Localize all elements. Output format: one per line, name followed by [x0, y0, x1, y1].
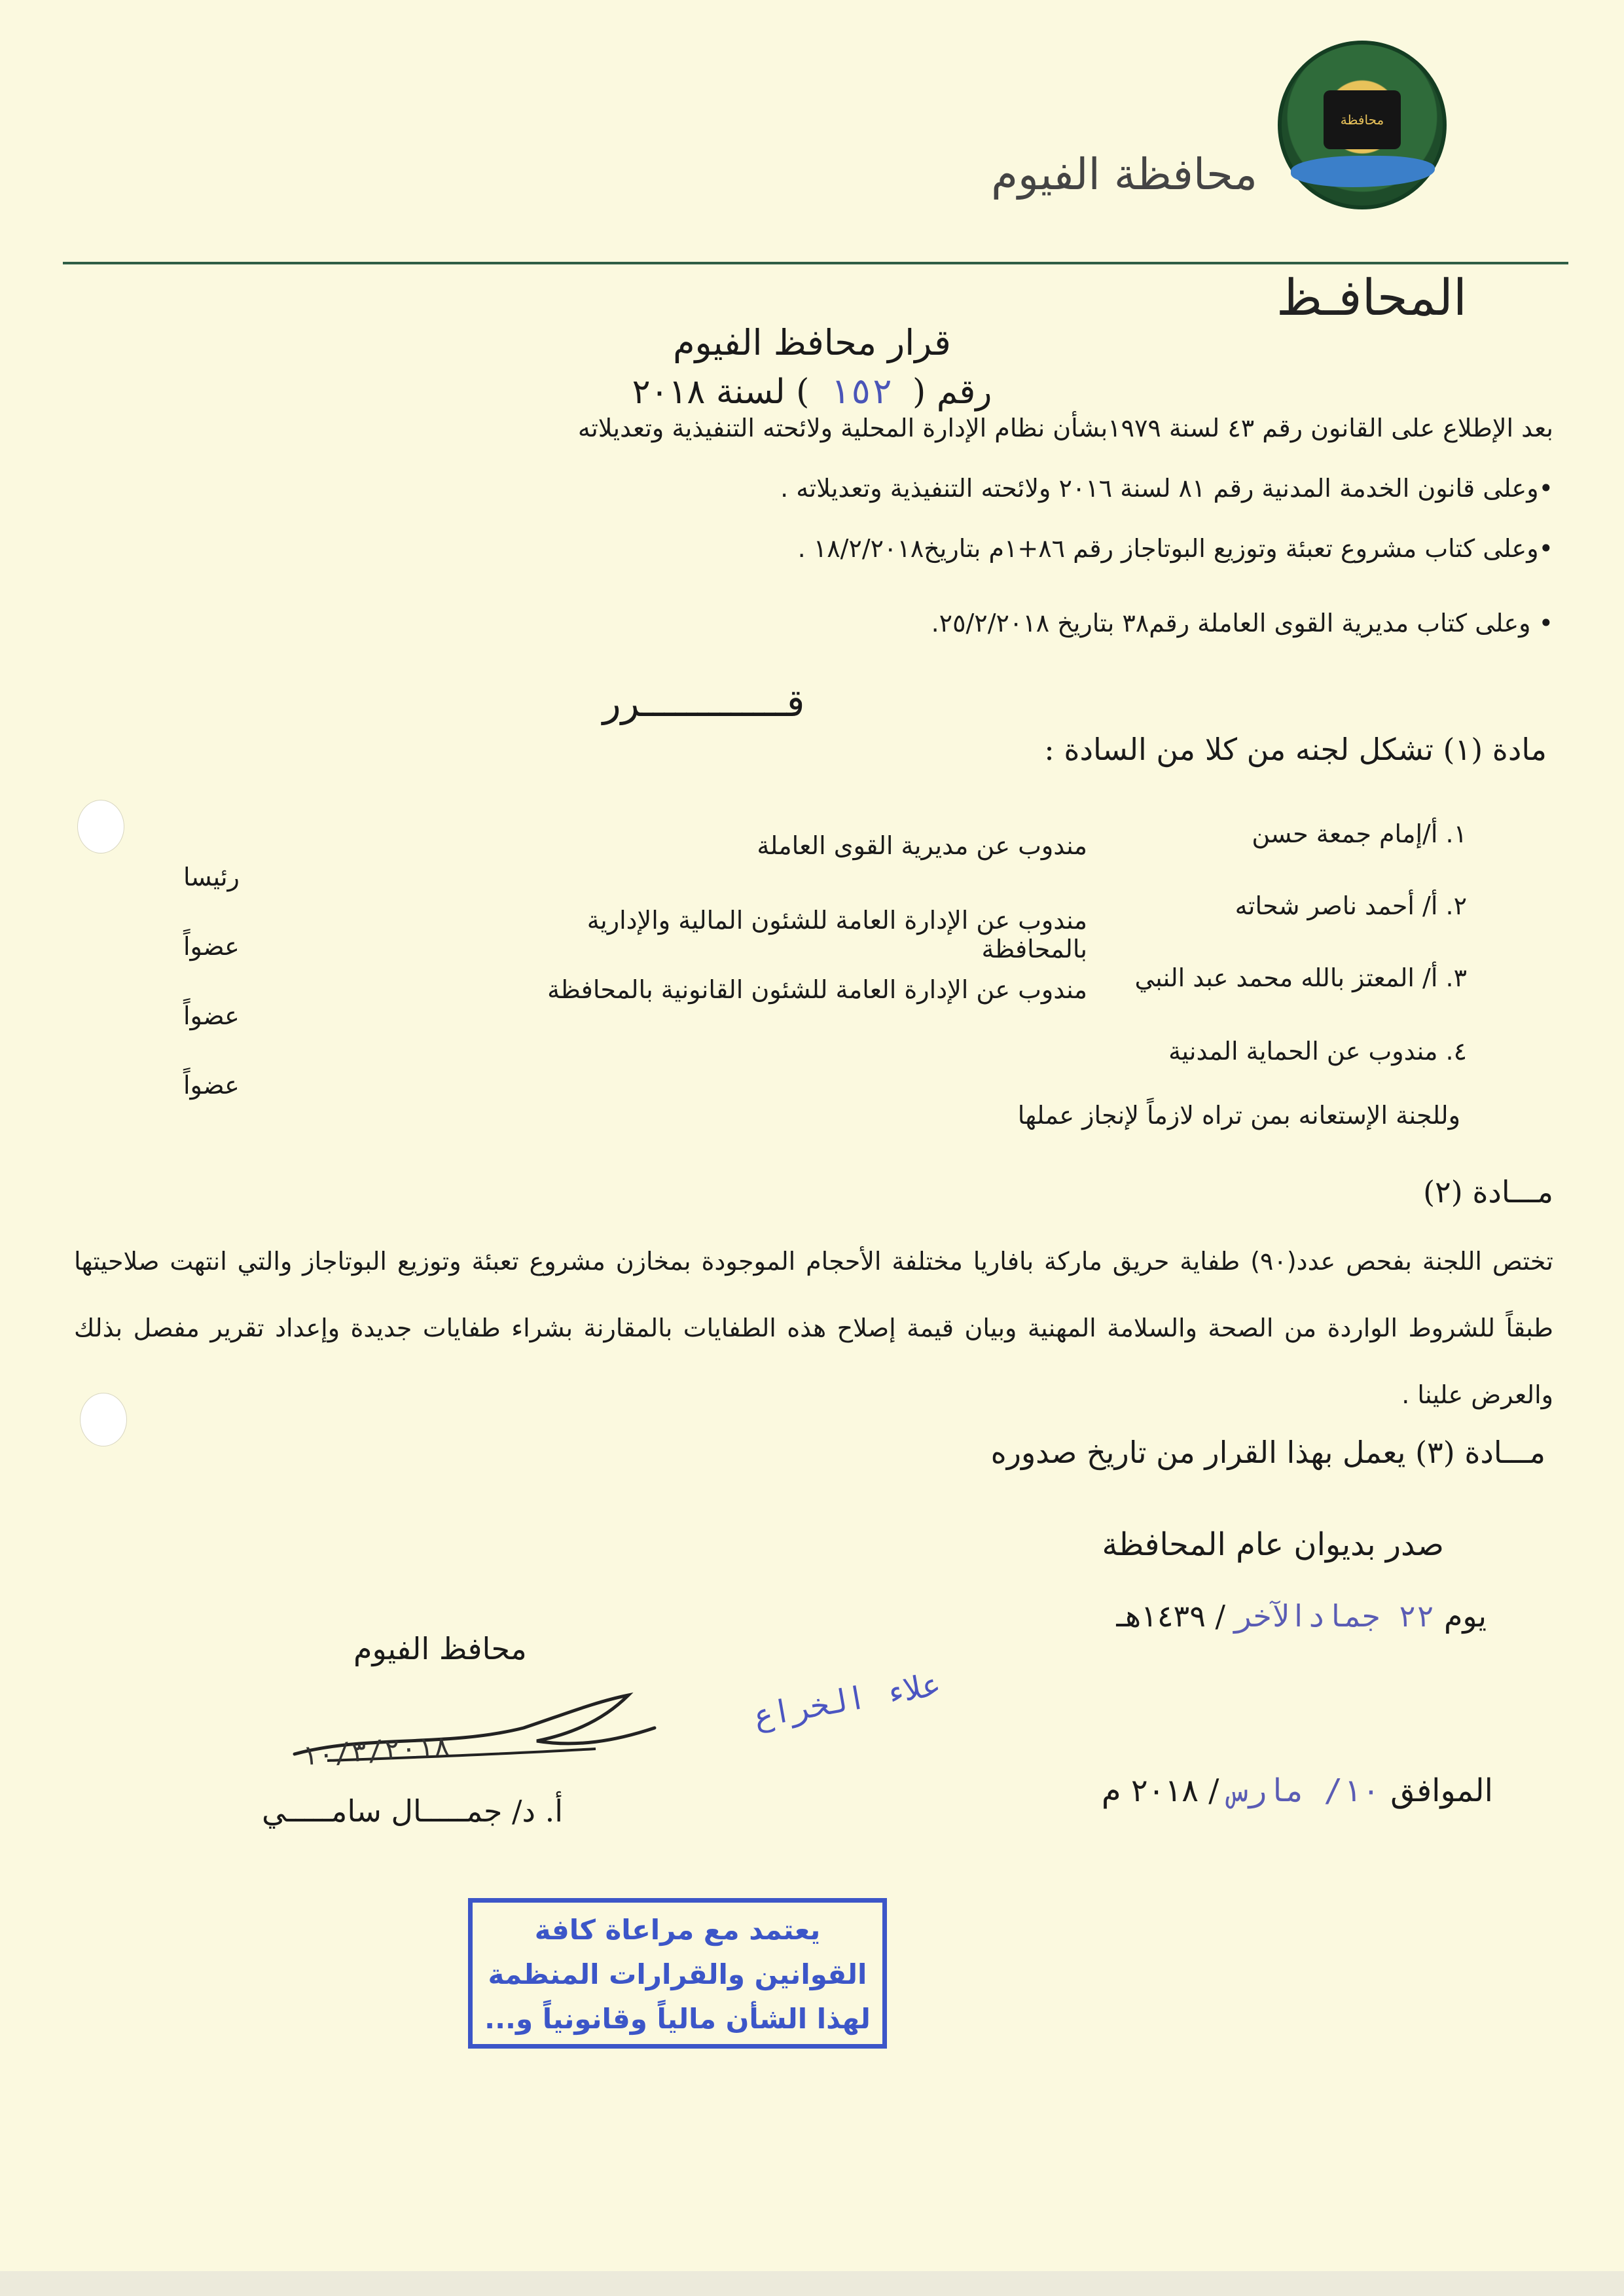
article-3-text: مـــادة (٣) يعمل بهذا القرار من تاريخ صدوره [990, 1435, 1545, 1470]
stamp-line-1: يعتمد مع مراعاة كافة [534, 1914, 821, 1946]
hijri-date-line [1116, 1598, 1487, 1634]
preamble-line-3: •وعلى كتاب مشروع تعبئة وتوزيع البوتاجاز رقم ٨٦+١م بتاريخ١٨/٢/٢٠١٨ . [797, 534, 1553, 563]
article-2-text: تختص اللجنة بفحص عدد(٩٠) طفاية حريق ماركة بافاريا مختلفة الأحجام الموجودة بمخازن مشروع تعبئة وتوزيع البوتاجاز والتي انتهت صلاحيتها طبقاً للشروط الواردة من الصحة والسلامة المهنية وبيان قيمة إصلاح هذه الطفايات بالمقارنة بشراء طفايات جديدة وإعداد تقرير مفصل بذلك والعرض علينا . [74, 1247, 1553, 1409]
corr-label: الموافق [1390, 1772, 1493, 1809]
decision-number-handwritten: ١٥٢ [829, 370, 893, 412]
gregorian-day-handwritten: ١٠/ مارس [1229, 1772, 1380, 1809]
stamp-line-2: القوانين والقرارات المنظمة [488, 1958, 867, 1990]
signature-date-handwritten: ١٠/٣/٢٠١٨ [300, 1729, 452, 1772]
decides-heading: قـــــــــــــرر [602, 681, 805, 725]
gregorian-year: / ٢٠١٨ م [1101, 1772, 1219, 1809]
governorate-name: محافظة الفيوم [991, 149, 1257, 200]
member-2-role: عضواً [183, 932, 240, 961]
signature-title: محافظ الفيوم [353, 1631, 527, 1666]
office-title: المحافـظ [1276, 268, 1467, 327]
member-1-rep: مندوب عن مديرية القوى العاملة [757, 831, 1087, 860]
member-3-rep: مندوب عن الإدارة العامة للشئون القانونية بالمحافظة [547, 975, 1087, 1004]
member-1-name: ١. أ/إمام جمعة حسن [1252, 819, 1467, 848]
article-1-heading: مادة (١) تشكل لجنه من كلا من السادة : [1044, 732, 1547, 767]
member-2-rep: مندوب عن الإدارة العامة للشئون المالية والإدارية بالمحافظة [586, 906, 1087, 963]
member-3-role: عضواً [183, 1001, 240, 1030]
header-divider [63, 262, 1568, 264]
handwritten-note: علاء الخراع [751, 1666, 944, 1735]
member-3-name: ٣. أ/ المعتز بالله محمد عبد النبي [1134, 963, 1467, 992]
preamble-line-2: •وعلى قانون الخدمة المدنية رقم ٨١ لسنة ٢٠١٦ ولائحته التنفيذية وتعديلاته . [780, 474, 1553, 503]
member-2-name: ٢. أ/ أحمد ناصر شحاته [1235, 891, 1467, 920]
article-2-heading: مـــادة (٢) [1423, 1174, 1553, 1210]
governorate-emblem-icon [1278, 41, 1447, 209]
member-1-role: رئيسا [183, 863, 240, 891]
member-4-role: عضواً [183, 1071, 240, 1100]
stamp-line-3: لهذا الشأن مالياً وقانونياً و... [484, 2003, 871, 2035]
decision-title: قرار محافظ الفيوم [673, 322, 951, 363]
decision-number-prefix: رقم ( [912, 372, 992, 412]
scan-bottom-edge [0, 2271, 1624, 2296]
approval-stamp [468, 1898, 887, 2049]
signatory-name: أ. د/ جمـــــال سامـــــي [262, 1793, 564, 1829]
preamble-line-1: بعد الإطلاع على القانون رقم ٤٣ لسنة ١٩٧٩بشأن نظام الإدارة المحلية ولائحته التنفيذية وتعديلاته [577, 414, 1553, 442]
preamble-line-4: • وعلى كتاب مديرية القوى العاملة رقم٣٨ بتاريخ ٢٥/٢/٢٠١٨. [931, 609, 1553, 637]
gregorian-date-line [1102, 1772, 1493, 1809]
committee-assist-note: وللجنة الإستعانه بمن تراه لازماً لإنجاز عملها [1017, 1101, 1460, 1130]
member-4-name: ٤. مندوب عن الحماية المدنية [1168, 1037, 1467, 1066]
punch-hole [77, 800, 124, 853]
hijri-year: / ١٤٣٩هـ [1116, 1598, 1226, 1634]
punch-hole [80, 1393, 127, 1446]
decision-number [0, 370, 1624, 412]
hijri-day-handwritten: ٢٢ جمادالآخر [1235, 1598, 1435, 1634]
issued-at: صدر بديوان عام المحافظة [1102, 1526, 1444, 1563]
decision-number-suffix: ) لسنة ٢٠١٨ [632, 372, 810, 412]
emblem-text: محافظة [1324, 90, 1401, 149]
day-label: يوم [1443, 1598, 1487, 1634]
emblem-water-icon [1291, 156, 1435, 187]
